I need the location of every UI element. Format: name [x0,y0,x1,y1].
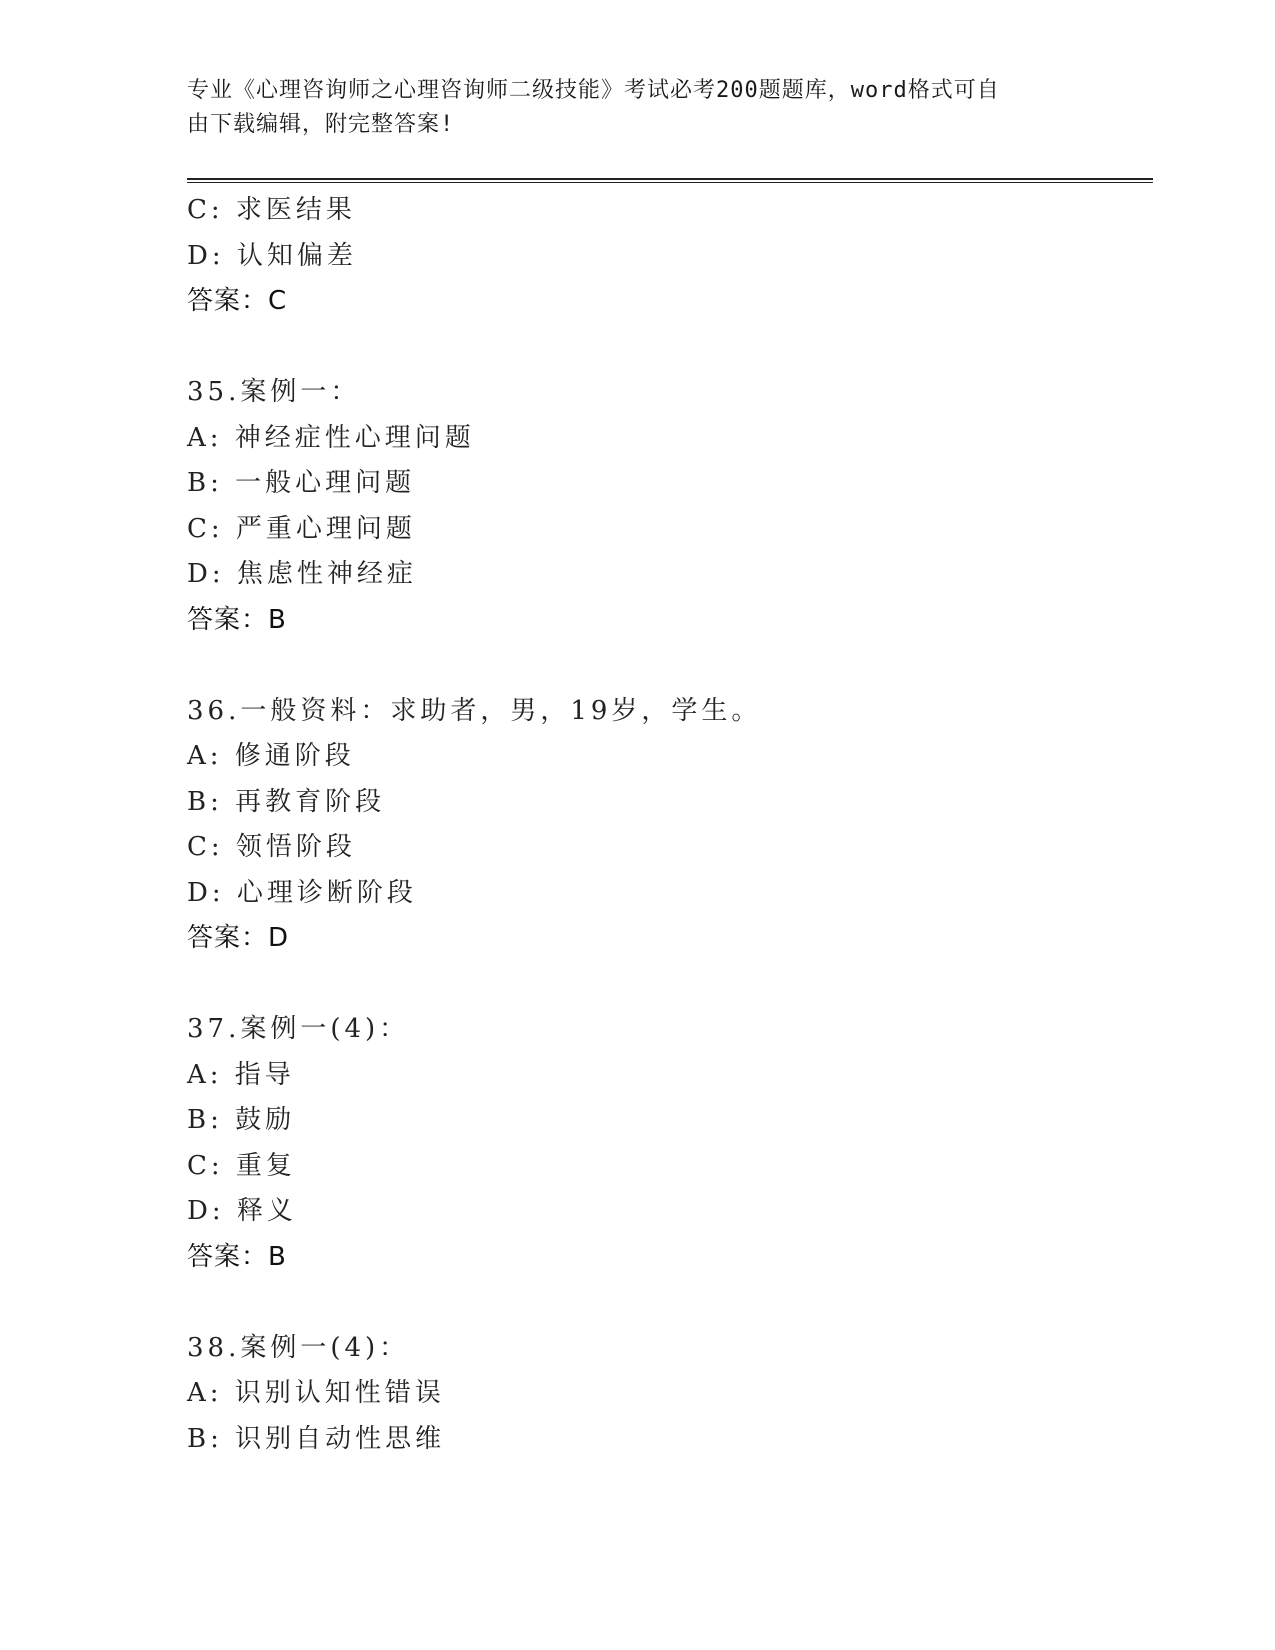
spacer [187,1280,1147,1326]
question-stem: 36.一般资料：求助者，男，19岁，学生。 [187,695,762,726]
answer-line: 答案：B [187,604,287,635]
option-a: A: 修通阶段 [187,741,355,771]
answer-line: 答案：C [187,286,288,316]
option-d: D: 释义 [187,1196,297,1226]
option-b: B: 鼓励 [187,1105,296,1135]
option-b: B: 一般心理问题 [187,468,416,498]
option-c: C: 领悟阶段 [187,832,356,862]
answer-line: 答案：D [187,923,290,953]
document-header [187,74,1067,142]
option-d: D: 认知偏差 [187,240,357,271]
header-divider [187,178,1153,183]
question-stem: 37.案例一(4)： [187,1014,410,1044]
option-a: A: 神经症性心理问题 [187,422,475,453]
option-a: A: 识别认知性错误 [187,1378,445,1408]
option-c: C: 求医结果 [187,195,356,225]
option-d: D: 心理诊断阶段 [187,877,417,908]
spacer [187,643,1147,689]
spacer [187,325,1147,371]
option-d: D: 焦虑性神经症 [187,559,417,589]
option-b: B: 再教育阶段 [187,786,386,817]
option-c: C: 严重心理问题 [187,513,416,544]
question-37 [187,1007,1147,1280]
option-b: B: 识别自动性思维 [187,1423,446,1454]
header-line-2: 由下载编辑，附完整答案! [187,112,455,137]
header-line-1: 专业《心理咨询师之心理咨询师二级技能》考试必考200题题库，word格式可自 [187,78,1000,103]
spacer [187,962,1147,1008]
question-stem: 38.案例一(4)： [187,1332,410,1363]
question-stem: 35.案例一： [187,377,361,407]
option-c: C: 重复 [187,1150,296,1181]
question-35 [187,370,1147,643]
option-a: A: 指导 [187,1059,295,1090]
answer-line: 答案：B [187,1241,287,1272]
question-list [187,188,1147,1462]
question-34-continuation [187,188,1147,325]
question-38 [187,1326,1147,1463]
question-36 [187,689,1147,962]
